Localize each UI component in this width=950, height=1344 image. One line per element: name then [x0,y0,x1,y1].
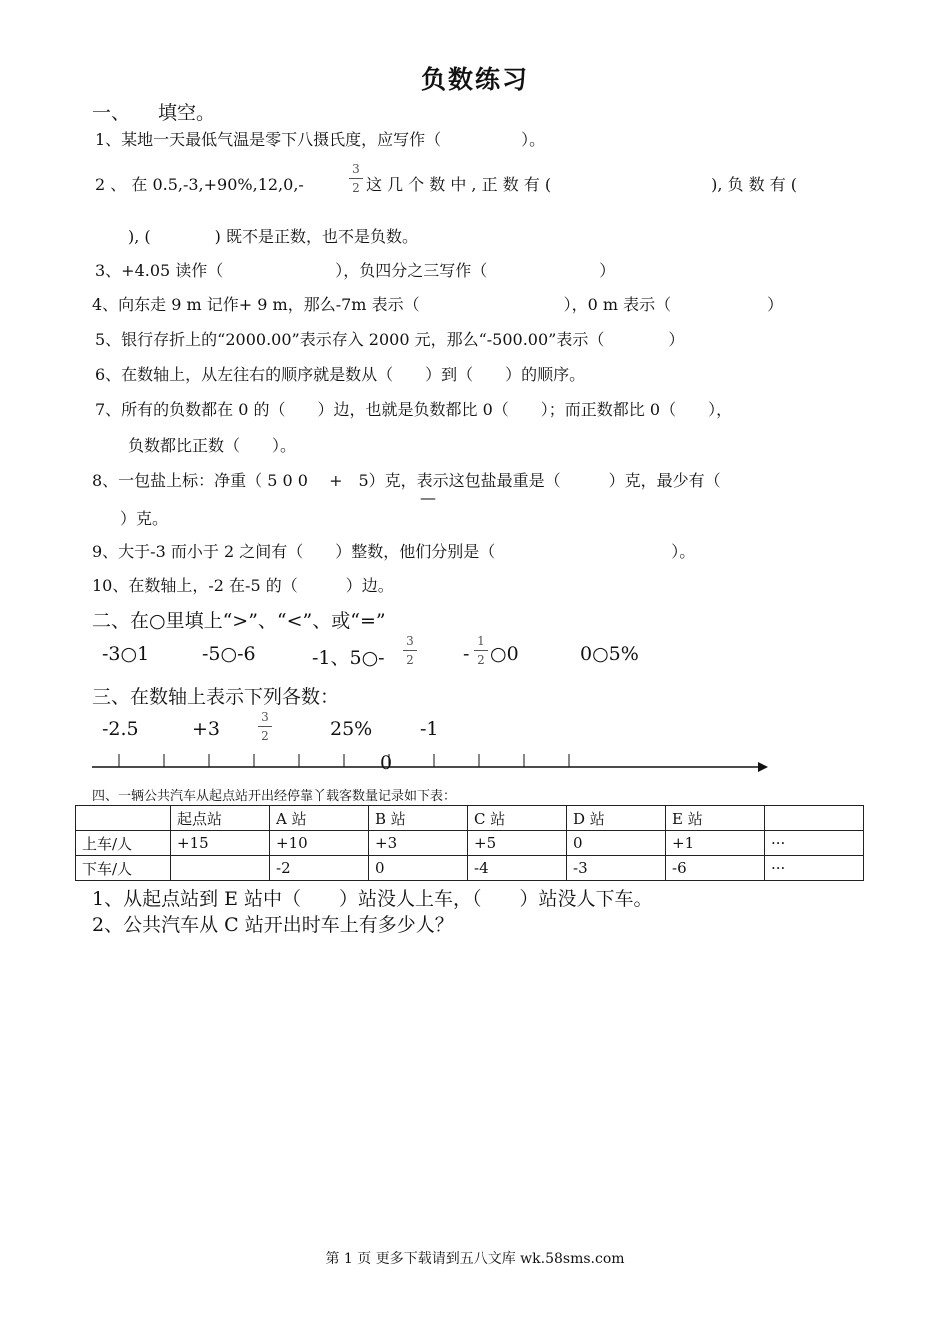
fraction-numerator: 3 [352,162,360,176]
number-plus-3: +3 [192,718,221,740]
table-row [76,831,864,856]
table-row [76,856,864,881]
compare-4: ○0 [490,643,519,665]
number-line-ticks [119,754,569,767]
compare-1: -3○1 [102,643,150,665]
question-4: 4、向东走 9 m 记作+ 9 m，那么-7m 表示（ ），0 m 表示（ ） [92,295,784,314]
table-cell: 0 [567,831,666,856]
question-3: 3、+4.05 读作（ ），负四分之三写作（ ） [95,261,616,280]
compare-2: -5○-6 [202,643,256,665]
table-cell [765,806,864,831]
section-1-number: 一、 [92,102,131,124]
number-neg-2-5: -2.5 [102,718,139,740]
question-1: 1、某地一天最低气温是零下八摄氏度，应写作（ ）。 [95,130,546,149]
number-line [0,740,950,780]
fraction-bar [349,178,363,179]
bus-passenger-table [75,805,864,881]
table-cell: 下车/人 [76,856,171,881]
table-cell [76,806,171,831]
question-9: 9、大于-3 而小于 2 之间有（ ）整数，他们分别是（ ）。 [92,542,696,561]
table-cell: ··· [765,856,864,881]
section-2-heading: 二、在○里填上“>”、“<”、或“=” [92,610,386,632]
table-cell: -2 [270,856,369,881]
section-1-heading: 填空。 [158,102,216,124]
table-header-row [76,806,864,831]
table-cell: C 站 [468,806,567,831]
fraction-bar [258,726,272,727]
table-cell: +5 [468,831,567,856]
fraction-bar [403,650,417,651]
page-title: 负数练习 [420,65,529,94]
question-10: 10、在数轴上，-2 在-5 的（ ）边。 [92,576,394,595]
compare-5: 0○5% [580,643,639,665]
number-fraction [258,710,272,743]
fraction-numerator: 1 [477,634,485,648]
table-cell: ··· [765,831,864,856]
question-2-part-b: 这 几 个 数 中 , 正 数 有 ( ), 负 数 有 ( [366,175,798,194]
table-cell [171,856,270,881]
table-cell: 起点站 [171,806,270,831]
question-2-fraction [349,162,363,195]
section-4-question-2: 2、公共汽车从 C 站开出时车上有多少人？ [92,914,454,936]
fraction-bar [474,650,488,651]
table-cell: -4 [468,856,567,881]
number-neg-1: -1 [420,718,439,740]
fraction-numerator: 3 [406,634,414,648]
section-4-question-1: 1、从起点站到 E 站中（ ）站没人上车，（ ）站没人下车。 [92,888,653,910]
question-2-part-c: ), ( ) 既不是正数，也不是负数。 [128,227,418,246]
question-7-part-a: 7、所有的负数都在 0 的（ ）边，也就是负数都比 0（ ）；而正数都比 0（ ）， [95,400,733,419]
table-cell: +10 [270,831,369,856]
table-cell: +15 [171,831,270,856]
compare-3-fraction [403,634,417,667]
question-8-part-b: ）克。 [120,509,169,528]
fraction-denominator: 2 [406,653,414,667]
number-25-percent: 25% [330,718,373,740]
question-8-part-a: 8、一包盐上标：净重（ 5 0 0 + 5）克，表示这包盐最重是（ ）克，最少有（ [92,471,721,490]
page-footer: 第 1 页 更多下载请到五八文库 wk.58sms.com [325,1251,625,1267]
number-line-zero-label: 0 [380,752,393,774]
fraction-denominator: 2 [477,653,485,667]
table-cell: E 站 [666,806,765,831]
fraction-denominator: 2 [261,729,269,743]
fraction-denominator: 2 [352,181,360,195]
table-cell: +3 [369,831,468,856]
table-cell: A 站 [270,806,369,831]
table-cell: -6 [666,856,765,881]
section-3-heading: 三、在数轴上表示下列各数： [92,686,340,708]
question-7-part-b: 负数都比正数（ ）。 [128,436,297,455]
question-8-minus: — [420,488,436,507]
fraction-numerator: 3 [261,710,269,724]
table-cell: 0 [369,856,468,881]
table-cell: -3 [567,856,666,881]
table-cell: D 站 [567,806,666,831]
compare-4-sign: - [463,643,470,665]
compare-4-fraction [474,634,488,667]
question-6: 6、在数轴上，从左往右的顺序就是数从（ ）到（ ）的顺序。 [95,365,586,384]
table-cell: 上车/人 [76,831,171,856]
section-4-heading: 四、一辆公共汽车从起点站开出经停靠丫载客数量记录如下表： [92,789,457,804]
table-cell: B 站 [369,806,468,831]
question-2-part-a: 2 、 在 0.5,-3,+90%,12,0,- [95,175,304,194]
number-line-arrow [758,762,768,772]
question-5: 5、银行存折上的“2000.00”表示存入 2000 元，那么“-500.00”表示（ ） [95,330,685,349]
compare-3: -1、5○- [312,647,385,669]
table-cell: +1 [666,831,765,856]
